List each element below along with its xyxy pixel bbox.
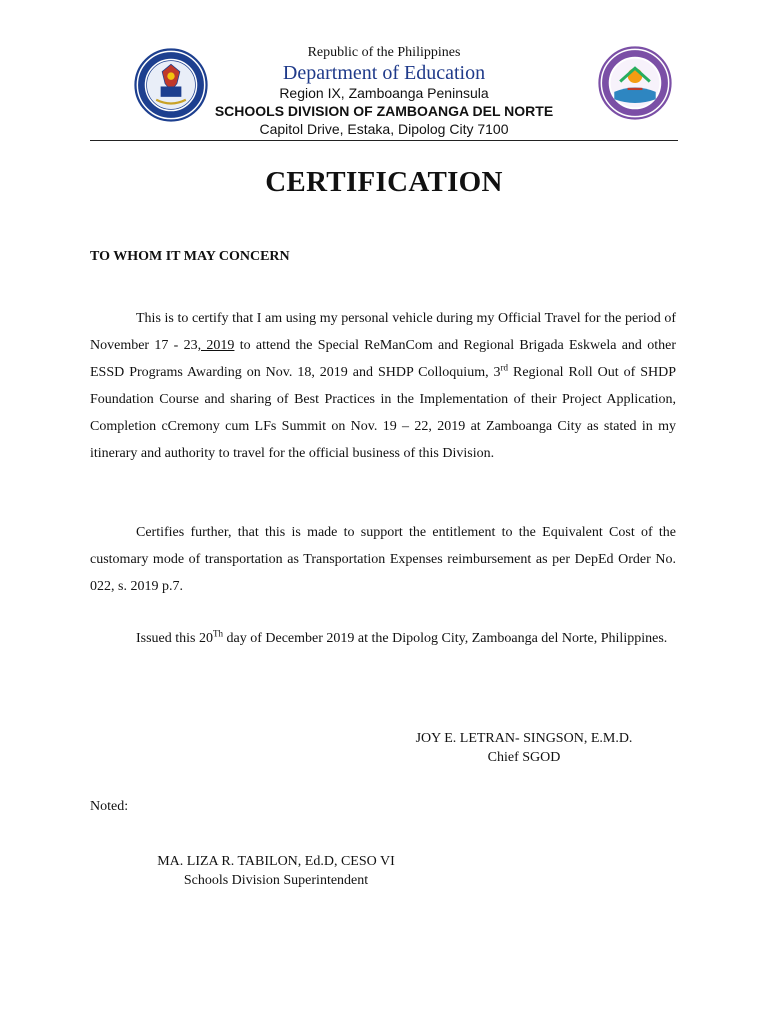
p1-text-b: to attend the Special ReManCom and Regional Brigada Eskwela and other ESSD Programs Awarding on Nov. 18, 2019 and SHDP Colloquium, 3: [90, 338, 676, 380]
p3-text-a: Issued this 20: [136, 631, 213, 646]
p1-text-c: Regional Roll Out of SHDP Foundation Course and sharing of Best Practices in the Implementation of their Project Application, Completion cCremony cum LFs Summit on Nov. 19 – 22, 2019 at Zamboanga City as stated in my itinerary and authority to travel for the official business of this Division.: [90, 365, 676, 461]
paragraph-3: [90, 625, 676, 652]
paragraph-2: Certifies further, that this is made to support the entitlement to the Equivalent Cost of the customary mode of transportation as Transportation Expenses reimbursement as per DepEd Order No. 022, s. 2019 p.7.: [90, 525, 676, 594]
p3-text-b: day of December 2019 at the Dipolog City, Zamboanga del Norte, Philippines.: [223, 631, 668, 646]
signatory-position: Chief SGOD: [487, 750, 561, 765]
superintendent-block: [142, 852, 410, 890]
salutation: TO WHOM IT MAY CONCERN: [90, 249, 290, 264]
republic-line: Republic of the Philippines: [307, 45, 461, 60]
superintendent-position: Schools Division Superintendent: [183, 873, 369, 888]
p1-superscript: rd: [500, 362, 509, 373]
signatory-block: [404, 729, 644, 767]
region-line: Region IX, Zamboanga Peninsula: [279, 85, 489, 101]
document-title: CERTIFICATION: [265, 166, 503, 198]
letterhead: [0, 44, 768, 138]
address-line: Capitol Drive, Estaka, Dipolog City 7100: [259, 121, 509, 137]
p3-superscript: Th: [213, 628, 223, 639]
p1-underlined-year: , 2019: [197, 338, 235, 353]
header-divider: [90, 140, 678, 141]
division-line: SCHOOLS DIVISION OF ZAMBOANGA DEL NORTE: [214, 103, 554, 119]
department-name: Department of Education: [282, 62, 486, 84]
superintendent-name: MA. LIZA R. TABILON, Ed.D, CESO VI: [157, 854, 395, 869]
p1-text-a: This is to certify that I am using my personal vehicle during my Official Travel for the period of November 17 - 23: [90, 311, 676, 353]
signatory-name: JOY E. LETRAN- SINGSON, E.M.D.: [415, 731, 633, 746]
noted-label: Noted:: [90, 799, 129, 814]
paragraph-1: [90, 305, 676, 467]
